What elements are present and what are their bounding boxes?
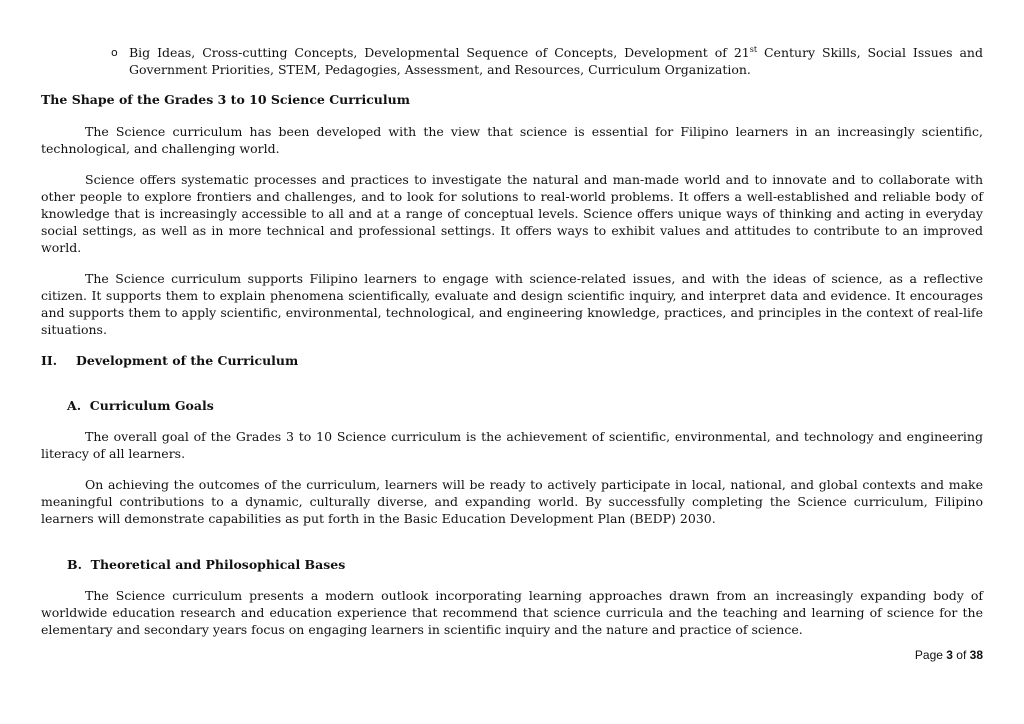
total-pages: 38 (969, 648, 983, 662)
of-word: of (952, 648, 970, 662)
section-b-letter: B. (67, 557, 82, 572)
bullet-superscript: st (749, 45, 758, 54)
section-a-letter: A. (67, 398, 82, 413)
shape-heading: The Shape of the Grades 3 to 10 Science Curriculum (41, 92, 410, 107)
bullet-text-end: Century Skills, Social Issues and Government Priorities, STEM, Pedagogies, Assessment, and Resources, Curriculum Organization. (129, 45, 983, 77)
bullet-text (129, 44, 983, 78)
paragraph-2: Science offers systematic processes and practices to investigate the natural and man-made world and to innovate and to collaborate with other people to explore frontiers and challenges, and to look for solutions to real-world problems. It offers a well-established and reliable body of knowledge that is increasingly accessible to all and at a range of conceptual levels. Science offers unique ways of thinking and acting in everyday social settings, as well as in more technical and professional settings. It offers ways to exhibit values and attitudes to contribute to an improved world. (41, 172, 983, 255)
section-ii-number: II. (41, 353, 58, 368)
section-a-title: Curriculum Goals (89, 398, 214, 413)
section-b-title: Theoretical and Philosophical Bases (90, 557, 346, 572)
page-word: Page (914, 648, 947, 662)
section-ii-title: Development of the Curriculum (76, 353, 299, 368)
section-ii-heading (41, 352, 298, 369)
section-b-heading (67, 556, 345, 573)
section-a-heading (67, 397, 214, 414)
current-page: 3 (946, 648, 953, 662)
bullet-marker: o (111, 46, 118, 59)
paragraph-6: The Science curriculum presents a modern outlook incorporating learning approaches drawn from an increasingly expanding body of worldwide education research and education experience that recommend that science curricula and the teaching and learning of science for the elementary and secondary years focus on engaging learners in scientific inquiry and the nature and practice of science. (41, 588, 983, 637)
paragraph-1: The Science curriculum has been developed with the view that science is essential for Filipino learners in an increasingly scientific, technological, and challenging world. (41, 124, 983, 156)
paragraph-4: The overall goal of the Grades 3 to 10 Science curriculum is the achievement of scientific, environmental, and technology and engineering literacy of all learners. (41, 429, 983, 461)
paragraph-3: The Science curriculum supports Filipino learners to engage with science-related issues, and with the ideas of science, as a reflective citizen. It supports them to explain phenomena scientifically, evaluate and design scientific inquiry, and interpret data and evidence. It encourages and supports them to apply scientific, environmental, technological, and engineering knowledge, practices, and principles in the context of real-life situations. (41, 271, 983, 337)
paragraph-5: On achieving the outcomes of the curriculum, learners will be ready to actively participate in local, national, and global contexts and make meaningful contributions to a dynamic, culturally diverse, and expanding world. By successfully completing the Science curriculum, Filipino learners will demonstrate capabilities as put forth in the Basic Education Development Plan (BEDP) 2030. (41, 477, 983, 526)
bullet-text-start: Big Ideas, Cross-cutting Concepts, Developmental Sequence of Concepts, Development of 21 (129, 45, 750, 60)
page-number (915, 647, 983, 664)
